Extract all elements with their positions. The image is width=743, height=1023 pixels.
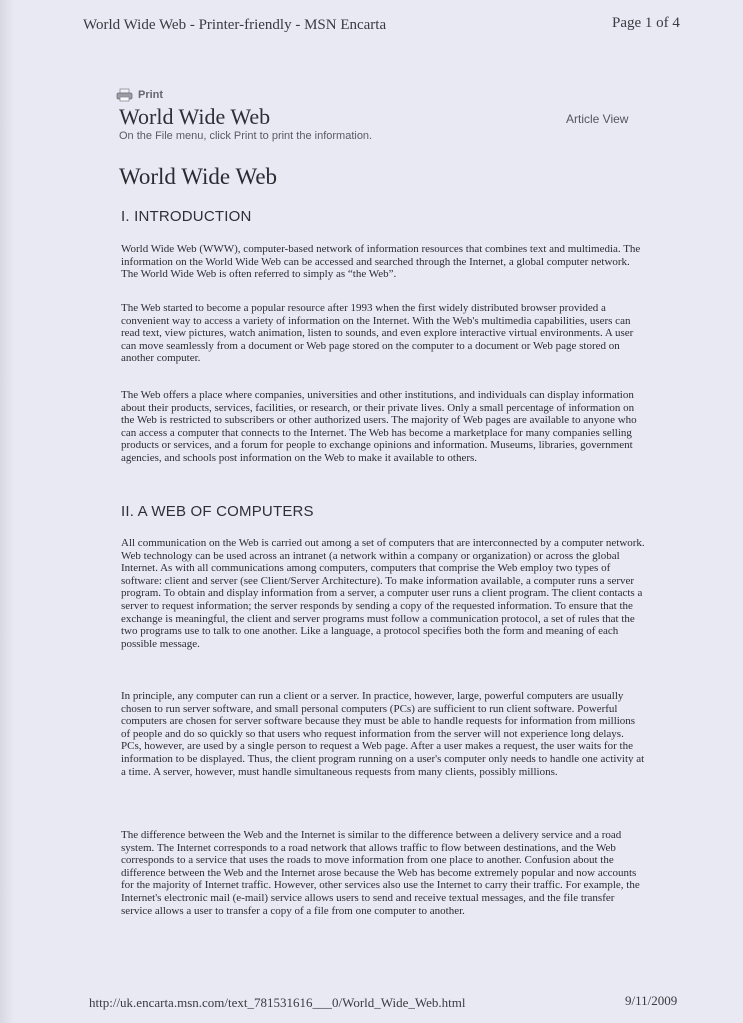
printer-icon — [116, 88, 134, 102]
intro-paragraph-3: The Web offers a place where companies, universities and other institutions, and individuals can display information about their products, services, facilities, or research, or their private lives. Only a small percentage of information on the Web is restricted to subscribers or other authorized users. The majority of Web pages are available to anyone who can access a computer that connects to the Internet. The Web has become a marketplace for many companies selling products or services, and a forum for people to exchange opinions and information. Museums, libraries, government agencies, and schools post information on the Web to make it available to others. — [121, 389, 637, 464]
print-button[interactable] — [116, 88, 163, 102]
article-title: World Wide Web — [119, 164, 278, 189]
print-header-title: World Wide Web - Printer-friendly - MSN Encarta — [83, 17, 387, 33]
section-heading-introduction: I. INTRODUCTION — [121, 208, 252, 225]
print-instruction: On the File menu, click Print to print the information. — [119, 130, 373, 142]
footer-url: http://uk.encarta.msn.com/text_781531616___0/World_Wide_Web.html — [89, 995, 466, 1010]
site-title: World Wide Web — [119, 104, 271, 129]
web-paragraph-1: All communication on the Web is carried out among a set of computers that are interconnected by a computer network. Web technology can be used across an intranet (a network within a company or organization) or across the global Internet. As with all communications among computers, computers that comprise the Web employ two types of software: client and server (see Client/Server Architecture). To make information available, a computer runs a server program. To obtain and display information from a server, a computer user runs a client program. The client contacts a server to request information; the server responds by sending a copy of the requested information. To ensure that the exchange is meaningful, the client and server programs must follow a communication protocol, a set of rules that the two programs use to talk to one another. Like a language, a protocol specifies both the form and meaning of each possible message. — [121, 537, 645, 650]
section-heading-web-of-computers: II. A WEB OF COMPUTERS — [121, 503, 314, 520]
web-paragraph-3: The difference between the Web and the Internet is similar to the difference between a delivery service and a road system. The Internet corresponds to a road network that allows traffic to flow between destinations, and the Web corresponds to a service that uses the roads to move information from one place to another. Confusion about the difference between the Web and the Internet arose because the Web has become extremely popular and now accounts for the majority of Internet traffic. However, other services also use the Internet to carry their traffic. For example, the Internet's electronic mail (e-mail) service allows users to send and receive textual messages, and the file transfer service allows a user to transfer a copy of a file from one computer to another. — [121, 829, 640, 917]
intro-paragraph-2: The Web started to become a popular resource after 1993 when the first widely distributed browser provided a convenient way to access a variety of information on the Internet. With the Web's multimedia capabilities, users can read text, view pictures, watch animation, listen to sounds, and even explore interactive virtual environments. A user can move seamlessly from a document or Web page stored on the computer to a document or Web page stored on another computer. — [121, 302, 634, 365]
web-paragraph-2: In principle, any computer can run a client or a server. In practice, however, large, powerful computers are usually chosen to run server software, and small personal computers (PCs) are sufficient to run client software. Powerful computers are chosen for server software because they must be able to handle requests for information from millions of people and do so quickly so that users who request information from the server will not experience long delays. PCs, however, are used by a single person to request a Web page. After a user makes a request, the user waits for the information to be displayed. Thus, the client program running on a user's computer only needs to handle one activity at a time. A server, however, must handle simultaneous requests from many clients, possibly millions. — [121, 690, 645, 778]
page-edge — [0, 0, 14, 1023]
intro-paragraph-1: World Wide Web (WWW), computer-based network of information resources that combines text and multimedia. The information on the World Wide Web can be accessed and searched through the Internet, a global computer network. The World Wide Web is often referred to simply as “the Web”. — [121, 243, 641, 281]
print-label: Print — [138, 89, 164, 101]
article-view-link[interactable]: Article View — [566, 112, 629, 126]
page-indicator: Page 1 of 4 — [612, 15, 680, 31]
footer-date: 9/11/2009 — [625, 993, 678, 1008]
